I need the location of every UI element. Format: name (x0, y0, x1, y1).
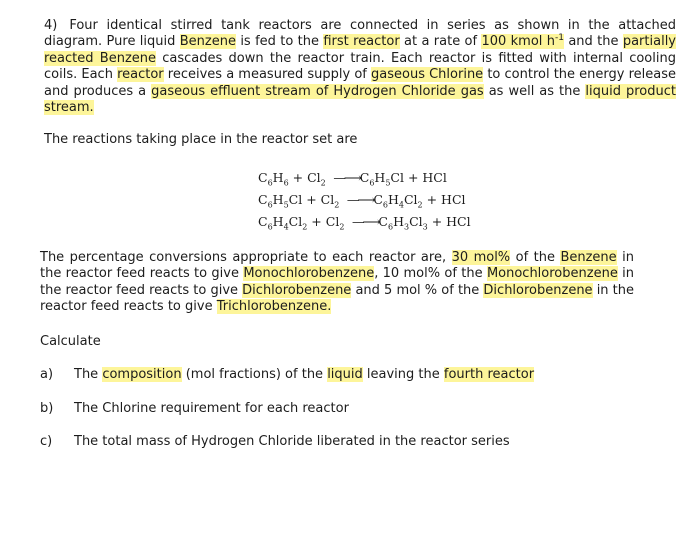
highlight-composition: composition (102, 367, 182, 382)
reaction-2: $C_6H_5Cl + Cl_2$ $—⟶C_6H_4Cl_2$ + HCl (258, 192, 466, 210)
reaction-1: $C_6H_6 + Cl_2$ $—⟶C_6H_5Cl$ + HCl (258, 170, 447, 188)
highlight-monochlorobenzene: Monochlorobenzene (243, 266, 375, 282)
highlight-first-reactor: first reactor (323, 34, 400, 50)
highlight-fourth-reactor: fourth reactor (443, 367, 535, 382)
task-label: a) (40, 367, 54, 382)
highlight-effluent-stream: gaseous effluent stream of Hydrogen Chloride gas (151, 83, 484, 99)
highlight-monochlorobenzene-2: Monochlorobenzene (486, 266, 618, 282)
highlight-gaseous-chlorine: gaseous Chlorine (371, 67, 484, 83)
problem-intro: 4) Four identical stirred tank reactors are connected in series as shown in the attached diagram. Pure liquid Benzene is fed to the first reactor at a rate of 100 kmol $h^{-1}$ and the partially reacted Benzene cascades down the reactor train. Each reactor is fitted with internal cooling coils. Each reactor receives a measured supply of gaseous Chlorine to control the energy release and produces a gaseous effluent stream of Hydrogen Chloride gas as well as the liquid product stream. (44, 18, 677, 116)
highlight-benzene: Benzene (179, 34, 236, 50)
reaction-arrow: —⟶ (351, 214, 379, 229)
conversions-paragraph: The percentage conversions appropriate to each reactor are, 30 mol% of the Benzene in the reactor feed reacts to give Monochlorobenzene, 10 mol% of the Monochlorobenzene in the reactor feed reacts to give Dichlorobenzene and 5 mol % of the Dichlorobenzene in the reactor feed reacts to give Trichlorobenzene. (40, 250, 635, 315)
highlight-dichlorobenzene: Dichlorobenzene (242, 282, 352, 298)
reaction-3: $C_6H_4Cl_2 + Cl_2$ $—⟶C_6H_3Cl_3$ + HCl (258, 214, 471, 232)
highlight-benzene-2: Benzene (560, 250, 617, 265)
highlight-feed-rate: 100 kmol $h^{-1}$ (481, 33, 564, 50)
reaction-arrow: —⟶ (346, 192, 374, 207)
highlight-dichlorobenzene-2: Dichlorobenzene (483, 282, 593, 298)
task-a: a) The composition (mol fractions) of the liquid leaving the fourth reactor (40, 367, 535, 382)
question-number: 4) (44, 18, 58, 33)
task-label: c) (40, 434, 53, 449)
highlight-trichlorobenzene: Trichlorobenzene. (216, 299, 332, 315)
task-b: b) The Chlorine requirement for each reactor (40, 401, 349, 416)
calculate-heading: Calculate (40, 334, 101, 349)
task-c: c) The total mass of Hydrogen Chloride liberated in the reactor series (40, 434, 510, 449)
reactions-heading: The reactions taking place in the reactor set are (44, 132, 358, 147)
reaction-arrow: —⟶ (333, 170, 360, 185)
highlight-30-mol: 30 mol% (451, 250, 511, 265)
highlight-reactor: reactor (117, 67, 164, 83)
highlight-liquid-product: liquid product stream. (44, 83, 676, 116)
task-label: b) (40, 401, 54, 416)
highlight-liquid: liquid (327, 367, 363, 382)
highlight-partially-reacted: partially reacted Benzene (44, 34, 676, 66)
